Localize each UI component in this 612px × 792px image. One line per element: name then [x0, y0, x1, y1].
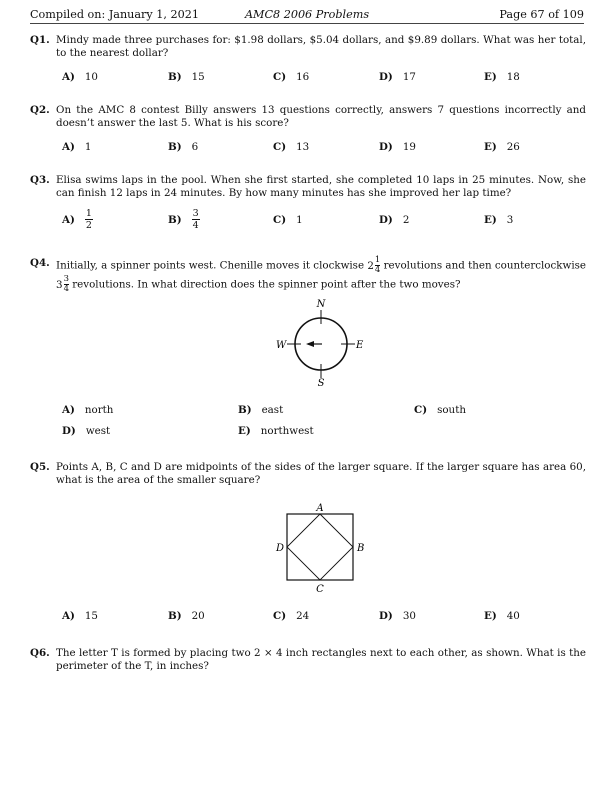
choice-d[interactable]: D) 17 — [379, 71, 416, 83]
choice-d[interactable]: D) 2 — [379, 214, 410, 226]
mixed-number-2: 3 $\frac{3}{4}$ — [56, 274, 69, 294]
choice-e[interactable]: E) northwest — [238, 425, 314, 437]
choice-e[interactable]: E) 40 — [484, 610, 520, 622]
question-number: Q3. — [30, 174, 50, 186]
spinner-figure — [266, 296, 376, 390]
choice-e[interactable]: E) 3 — [484, 214, 514, 226]
question-number: Q5. — [30, 461, 50, 473]
question-3 — [30, 174, 586, 200]
choice-d[interactable]: D) 30 — [379, 610, 416, 622]
inner-square — [287, 514, 353, 580]
label-south: S — [317, 378, 325, 389]
label-a: A — [316, 503, 324, 514]
label-b: B — [357, 543, 365, 554]
question-text: Elisa swims laps in the pool. When she first started, she completed 10 laps in 25 minutes. Now, she can finish 12 laps in 24 minutes. By how many minutes has she improved her lap time? — [56, 174, 586, 199]
question-6 — [30, 647, 586, 673]
choice-a[interactable]: A) $\frac{1}{2}$ — [62, 208, 92, 231]
choice-b[interactable]: B) 6 — [168, 141, 199, 153]
choice-b[interactable]: B) east — [238, 404, 284, 416]
label-west: W — [276, 340, 287, 351]
question-number: Q1. — [30, 34, 50, 46]
choice-d[interactable]: D) west — [62, 425, 111, 437]
question-1 — [30, 34, 586, 60]
question-number: Q6. — [30, 647, 50, 659]
choice-c[interactable]: C) 1 — [273, 214, 303, 226]
fraction: $\frac{1}{2}$ — [85, 208, 92, 231]
choice-c[interactable]: C) 16 — [273, 71, 310, 83]
label-c: C — [316, 584, 324, 595]
choice-c[interactable]: C) 13 — [273, 141, 310, 153]
square-figure — [270, 500, 376, 596]
choice-b[interactable]: B) $\frac{3}{4}$ — [168, 208, 199, 231]
question-text: Initially, a spinner points west. Chenille moves it clockwise 2 $\frac{1}{4}$ revolutions and then counterclockwise 3 $\frac{3}{4}$ revolutions. In what direction does the spinner point after the two moves? — [56, 255, 586, 294]
choice-b[interactable]: B) 15 — [168, 71, 205, 83]
question-text: Points A, B, C and D are midpoints of the sides of the larger square. If the larger square has area 60, what is the area of the smaller square? — [56, 461, 586, 486]
question-number: Q4. — [30, 257, 50, 269]
outer-square — [287, 514, 353, 580]
question-4 — [30, 256, 586, 294]
question-2 — [30, 104, 586, 130]
question-text: Mindy made three purchases for: $1.98 dollars, $5.04 dollars, and $9.89 dollars. What was her total, to the nearest dollar? — [56, 34, 586, 59]
choice-a[interactable]: A) 15 — [62, 610, 98, 622]
mixed-number-1: 2 $\frac{1}{4}$ — [367, 255, 381, 275]
choice-e[interactable]: E) 26 — [484, 141, 520, 153]
page-header — [30, 7, 584, 24]
question-5 — [30, 461, 586, 487]
label-east: E — [356, 340, 364, 351]
label-north: N — [316, 299, 326, 310]
question-text: On the AMC 8 contest Billy answers 13 questions correctly, answers 7 questions incorrectly and doesn’t answer the last 5. What is his score? — [56, 104, 586, 129]
choice-e[interactable]: E) 18 — [484, 71, 520, 83]
question-number: Q2. — [30, 104, 50, 116]
compiled-date: Compiled on: January 1, 2021 — [30, 8, 199, 21]
spinner-arrow-head — [306, 341, 314, 347]
page-number: Page 67 of 109 — [499, 8, 584, 21]
label-d: D — [276, 543, 285, 554]
choice-c[interactable]: C) south — [414, 404, 466, 416]
document-title: AMC8 2006 Problems — [244, 8, 370, 21]
choice-a[interactable]: A) 1 — [62, 141, 92, 153]
choice-c[interactable]: C) 24 — [273, 610, 310, 622]
choice-a[interactable]: A) north — [62, 404, 114, 416]
fraction: $\frac{3}{4}$ — [192, 208, 199, 231]
choice-d[interactable]: D) 19 — [379, 141, 416, 153]
choice-b[interactable]: B) 20 — [168, 610, 205, 622]
question-text: The letter T is formed by placing two 2 × 4 inch rectangles next to each other, as shown. What is the perimeter of the T, in inches? — [56, 647, 586, 672]
choice-a[interactable]: A) 10 — [62, 71, 98, 83]
